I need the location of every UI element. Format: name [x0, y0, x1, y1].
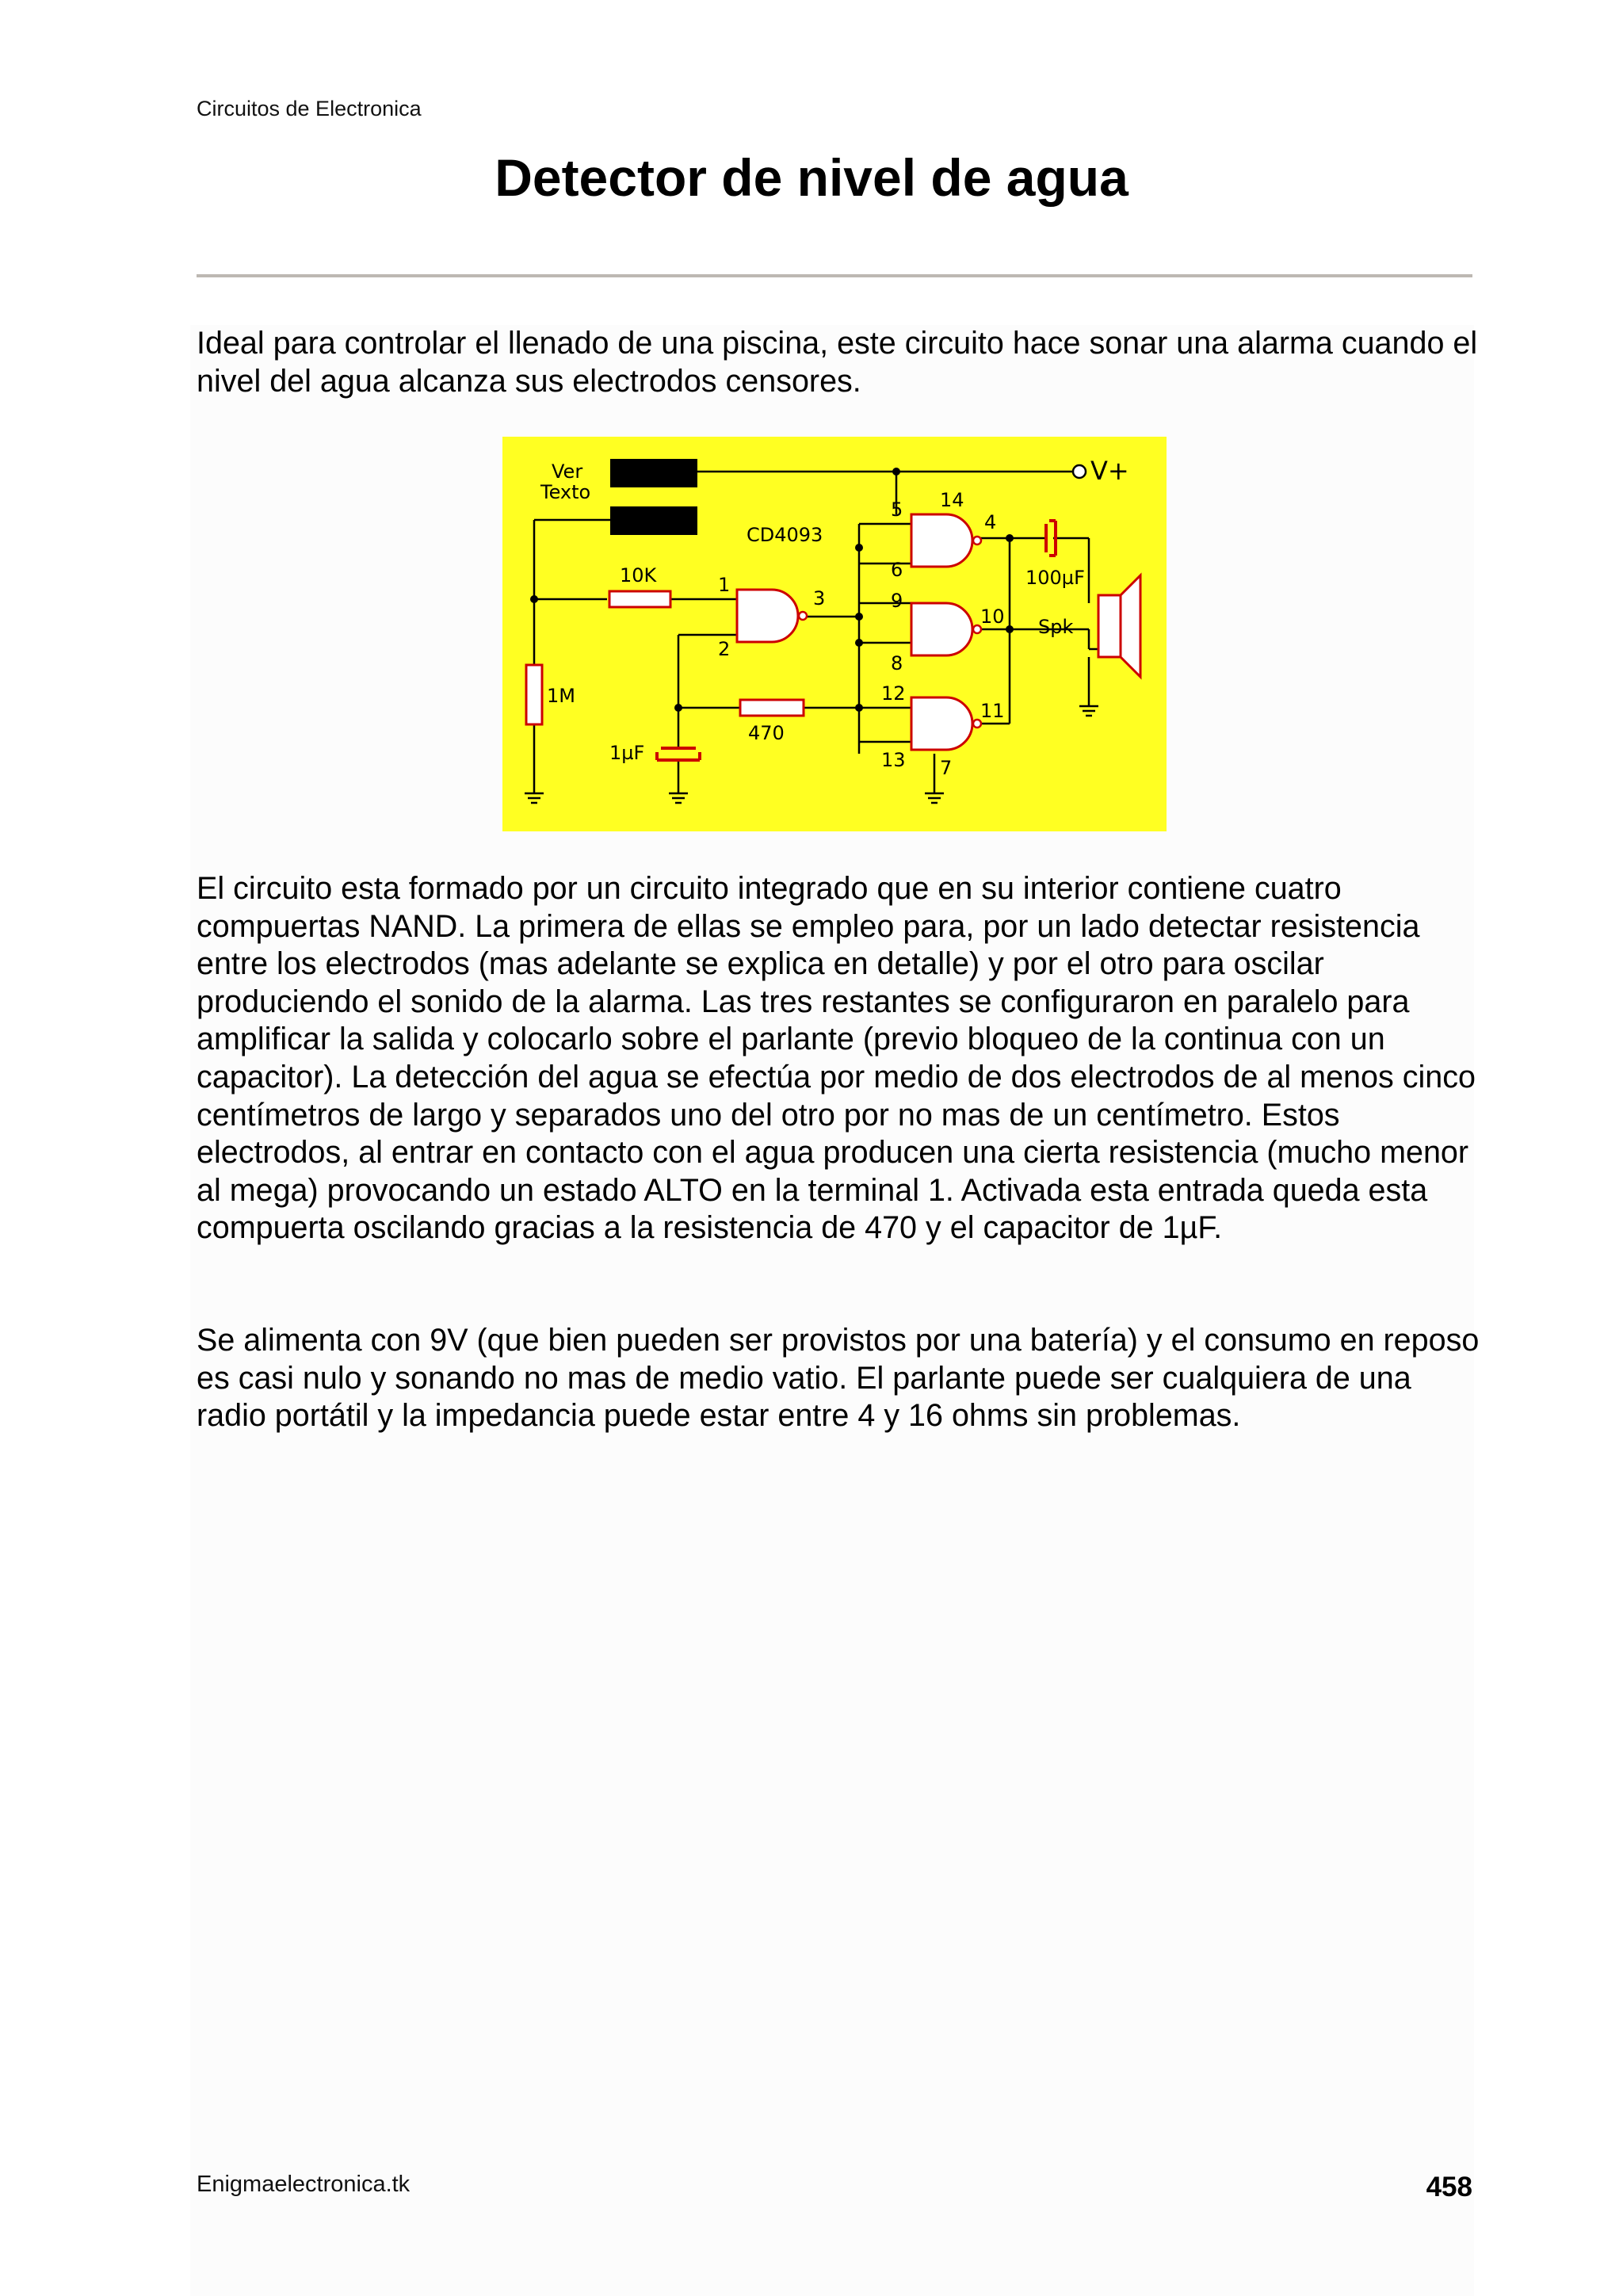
r1m-label: 1M — [547, 685, 575, 707]
pin-label-9: 9 — [891, 590, 903, 612]
pin-label-1: 1 — [718, 574, 731, 596]
supply-label: V+ — [1090, 456, 1129, 486]
r10k-label: 10K — [620, 564, 657, 586]
page-title: Detector de nivel de agua — [495, 148, 1128, 207]
pin-label-11: 11 — [980, 700, 1005, 722]
electrode-bottom — [610, 506, 697, 535]
supply-terminal — [1073, 465, 1086, 478]
c1uf-label: 1µF — [609, 742, 645, 764]
page-number: 458 — [1426, 2172, 1472, 2202]
body-paragraph-1: El circuito esta formado por un circuito integrado que en su interior contiene cuatro compuertas NAND. La primera de ellas se empleo para, por un lado detectar resistencia entre los electrodos (mas adelante se explica en detalle) y por el otro para oscilar produciendo el sonido de la alarma. Las tres restantes se configuraron en paralelo para amplificar la salida y colocarlo sobre el parlante (previo bloqueo de la continua con un capacitor). La detección del agua se efectúa por medio de dos electrodos de al menos cinco centímetros de largo y separados uno del otro por no mas de un centímetro. Estos electrodos, al entrar en contacto con el agua producen una cierta resistencia (mucho menor al mega) provocando un estado ALTO en la terminal 1. Activada esta entrada queda esta compuerta oscilando gracias a la resistencia de 470 y el capacitor de 1µF. — [197, 871, 1476, 1246]
nand-gate-2 — [911, 514, 972, 567]
pin-label-6: 6 — [891, 559, 903, 581]
resistor-1m — [526, 665, 542, 724]
pin-label-3: 3 — [813, 587, 826, 609]
pin-label-5: 5 — [891, 499, 903, 521]
c100uf-label: 100µF — [1025, 567, 1085, 589]
title-divider — [197, 274, 1472, 277]
electrode-label-texto: Texto — [540, 481, 591, 503]
electrode-top — [610, 459, 697, 487]
electrode-label-ver: Ver — [552, 460, 583, 483]
pin-label-2: 2 — [718, 638, 731, 660]
nand-gate-4 — [911, 697, 972, 750]
pin-label-14: 14 — [940, 489, 964, 511]
pin-label-4: 4 — [984, 511, 997, 533]
speaker-cone — [1121, 575, 1140, 677]
speaker-label: Spk — [1038, 616, 1074, 638]
running-header: Circuitos de Electronica — [197, 97, 422, 120]
r470-label: 470 — [748, 722, 785, 744]
speaker-body — [1098, 595, 1121, 657]
nand-gate-1 — [737, 590, 798, 642]
pin-label-12: 12 — [881, 682, 906, 705]
pin-label-8: 8 — [891, 652, 903, 674]
pin-label-7: 7 — [940, 757, 953, 779]
footer-site: Enigmaelectronica.tk — [197, 2172, 411, 2197]
nand-gate-3 — [911, 603, 972, 655]
intro-paragraph: Ideal para controlar el llenado de una piscina, este circuito hace sonar una alarma cuando el nivel del agua alcanza sus electrodos censores. — [197, 326, 1478, 399]
resistor-470 — [740, 700, 804, 716]
body-paragraph-2: Se alimenta con 9V (que bien pueden ser provistos por una batería) y el consumo en reposo es casi nulo y sonando no mas de medio vatio. El parlante puede ser cualquiera de una radio portátil y la impedancia puede estar entre 4 y 16 ohms sin problemas. — [197, 1323, 1480, 1434]
pin-label-10: 10 — [980, 606, 1005, 628]
circuit-schematic — [502, 437, 1167, 831]
resistor-10k — [609, 591, 670, 607]
ic-label: CD4093 — [747, 524, 823, 546]
pin-label-13: 13 — [881, 749, 906, 771]
